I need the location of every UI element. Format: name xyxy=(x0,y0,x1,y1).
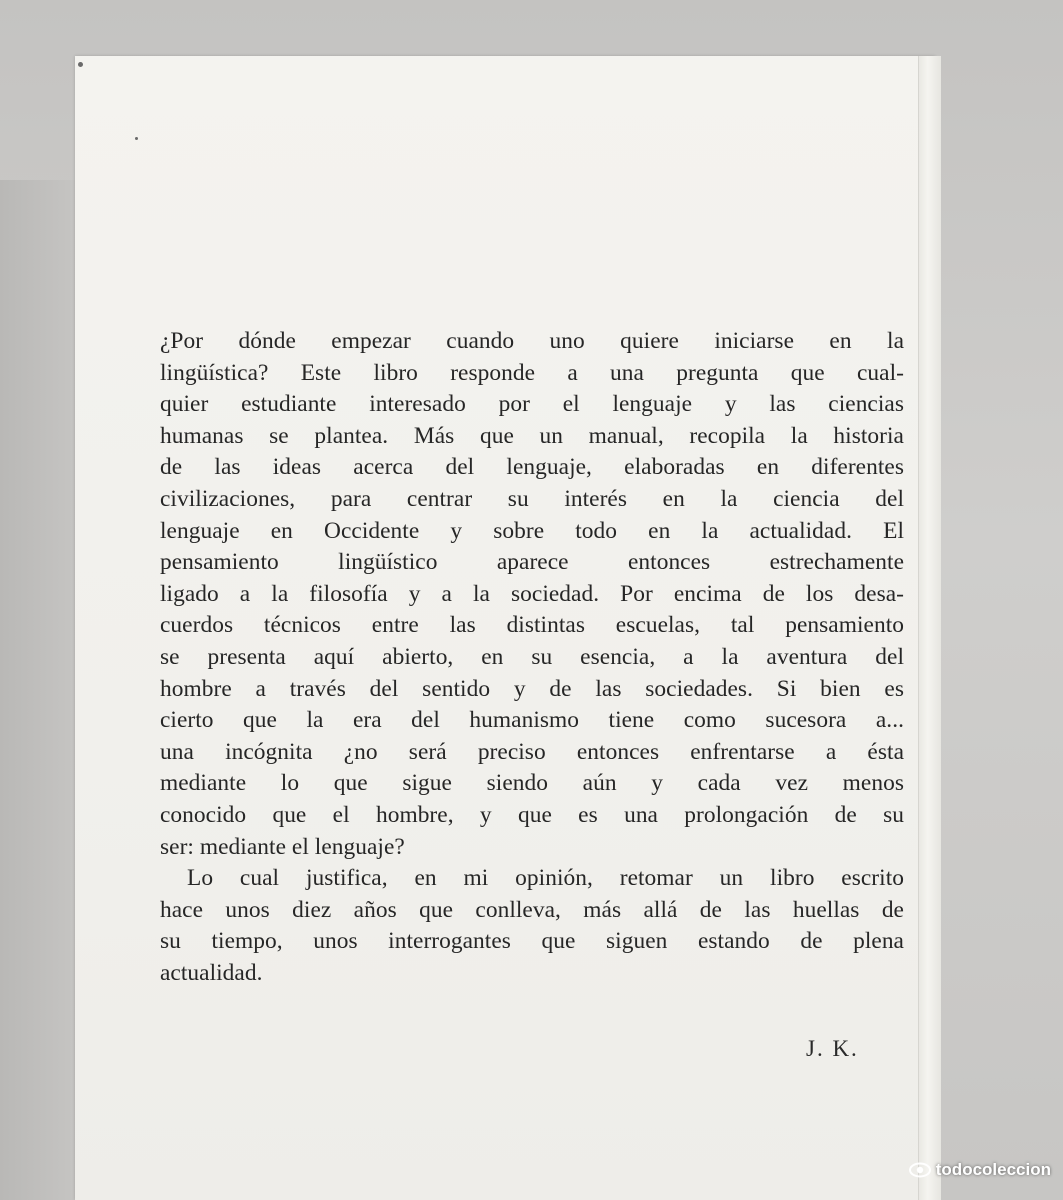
back-cover-blurb xyxy=(160,326,904,989)
blurb-line: actualidad. xyxy=(160,959,263,986)
blurb-line: lenguaje en Occidente y sobre todo en la actualidad. El xyxy=(160,517,904,544)
eye-logo-icon xyxy=(909,1162,931,1178)
blurb-line: ligado a la filosofía y a la sociedad. Por encima de los desa- xyxy=(160,580,904,607)
blurb-line: de las ideas acerca del lenguaje, elaboradas en diferentes xyxy=(160,454,904,481)
site-watermark xyxy=(909,1160,1051,1180)
blurb-line: hace unos diez años que conlleva, más allá de las huellas de xyxy=(160,896,904,923)
blurb-line: su tiempo, unos interrogantes que siguen estando de plena xyxy=(160,928,904,955)
blurb-line: hombre a través del sentido y de las sociedades. Si bien es xyxy=(160,675,904,702)
blurb-line: Lo cual justifica, en mi opinión, retomar un libro escrito xyxy=(187,865,904,892)
blurb-line: quier estudiante interesado por el lenguaje y las ciencias xyxy=(160,391,904,418)
blurb-line: mediante lo que sigue siendo aún y cada vez menos xyxy=(160,770,904,797)
book-spine-edge xyxy=(918,56,941,1200)
blurb-line: cuerdos técnicos entre las distintas escuelas, tal pensamiento xyxy=(160,612,904,639)
blurb-line: pensamiento lingüístico aparece entonces estrechamente xyxy=(160,549,904,576)
blurb-line: se presenta aquí abierto, en su esencia, a la aventura del xyxy=(160,643,904,670)
blurb-line: ser: mediante el lenguaje? xyxy=(160,833,405,860)
author-initials: J. K. xyxy=(806,1036,859,1061)
blurb-line: conocido que el hombre, y que es una prolongación de su xyxy=(160,801,904,828)
blurb-line: civilizaciones, para centrar su interés en la ciencia del xyxy=(160,485,904,512)
blurb-line: una incógnita ¿no será preciso entonces enfrentarse a ésta xyxy=(160,738,904,765)
blurb-line: lingüística? Este libro responde a una pregunta que cual- xyxy=(160,359,904,386)
blurb-line: humanas se plantea. Más que un manual, recopila la historia xyxy=(160,422,904,449)
blurb-line: ¿Por dónde empezar cuando uno quiere iniciarse en la xyxy=(160,328,904,354)
background-shadow xyxy=(0,180,80,1200)
watermark-text: todocoleccion xyxy=(935,1160,1051,1179)
paper-speck xyxy=(135,137,138,140)
blurb-line: cierto que la era del humanismo tiene como sucesora a... xyxy=(160,707,904,734)
paper-speck xyxy=(78,62,83,67)
